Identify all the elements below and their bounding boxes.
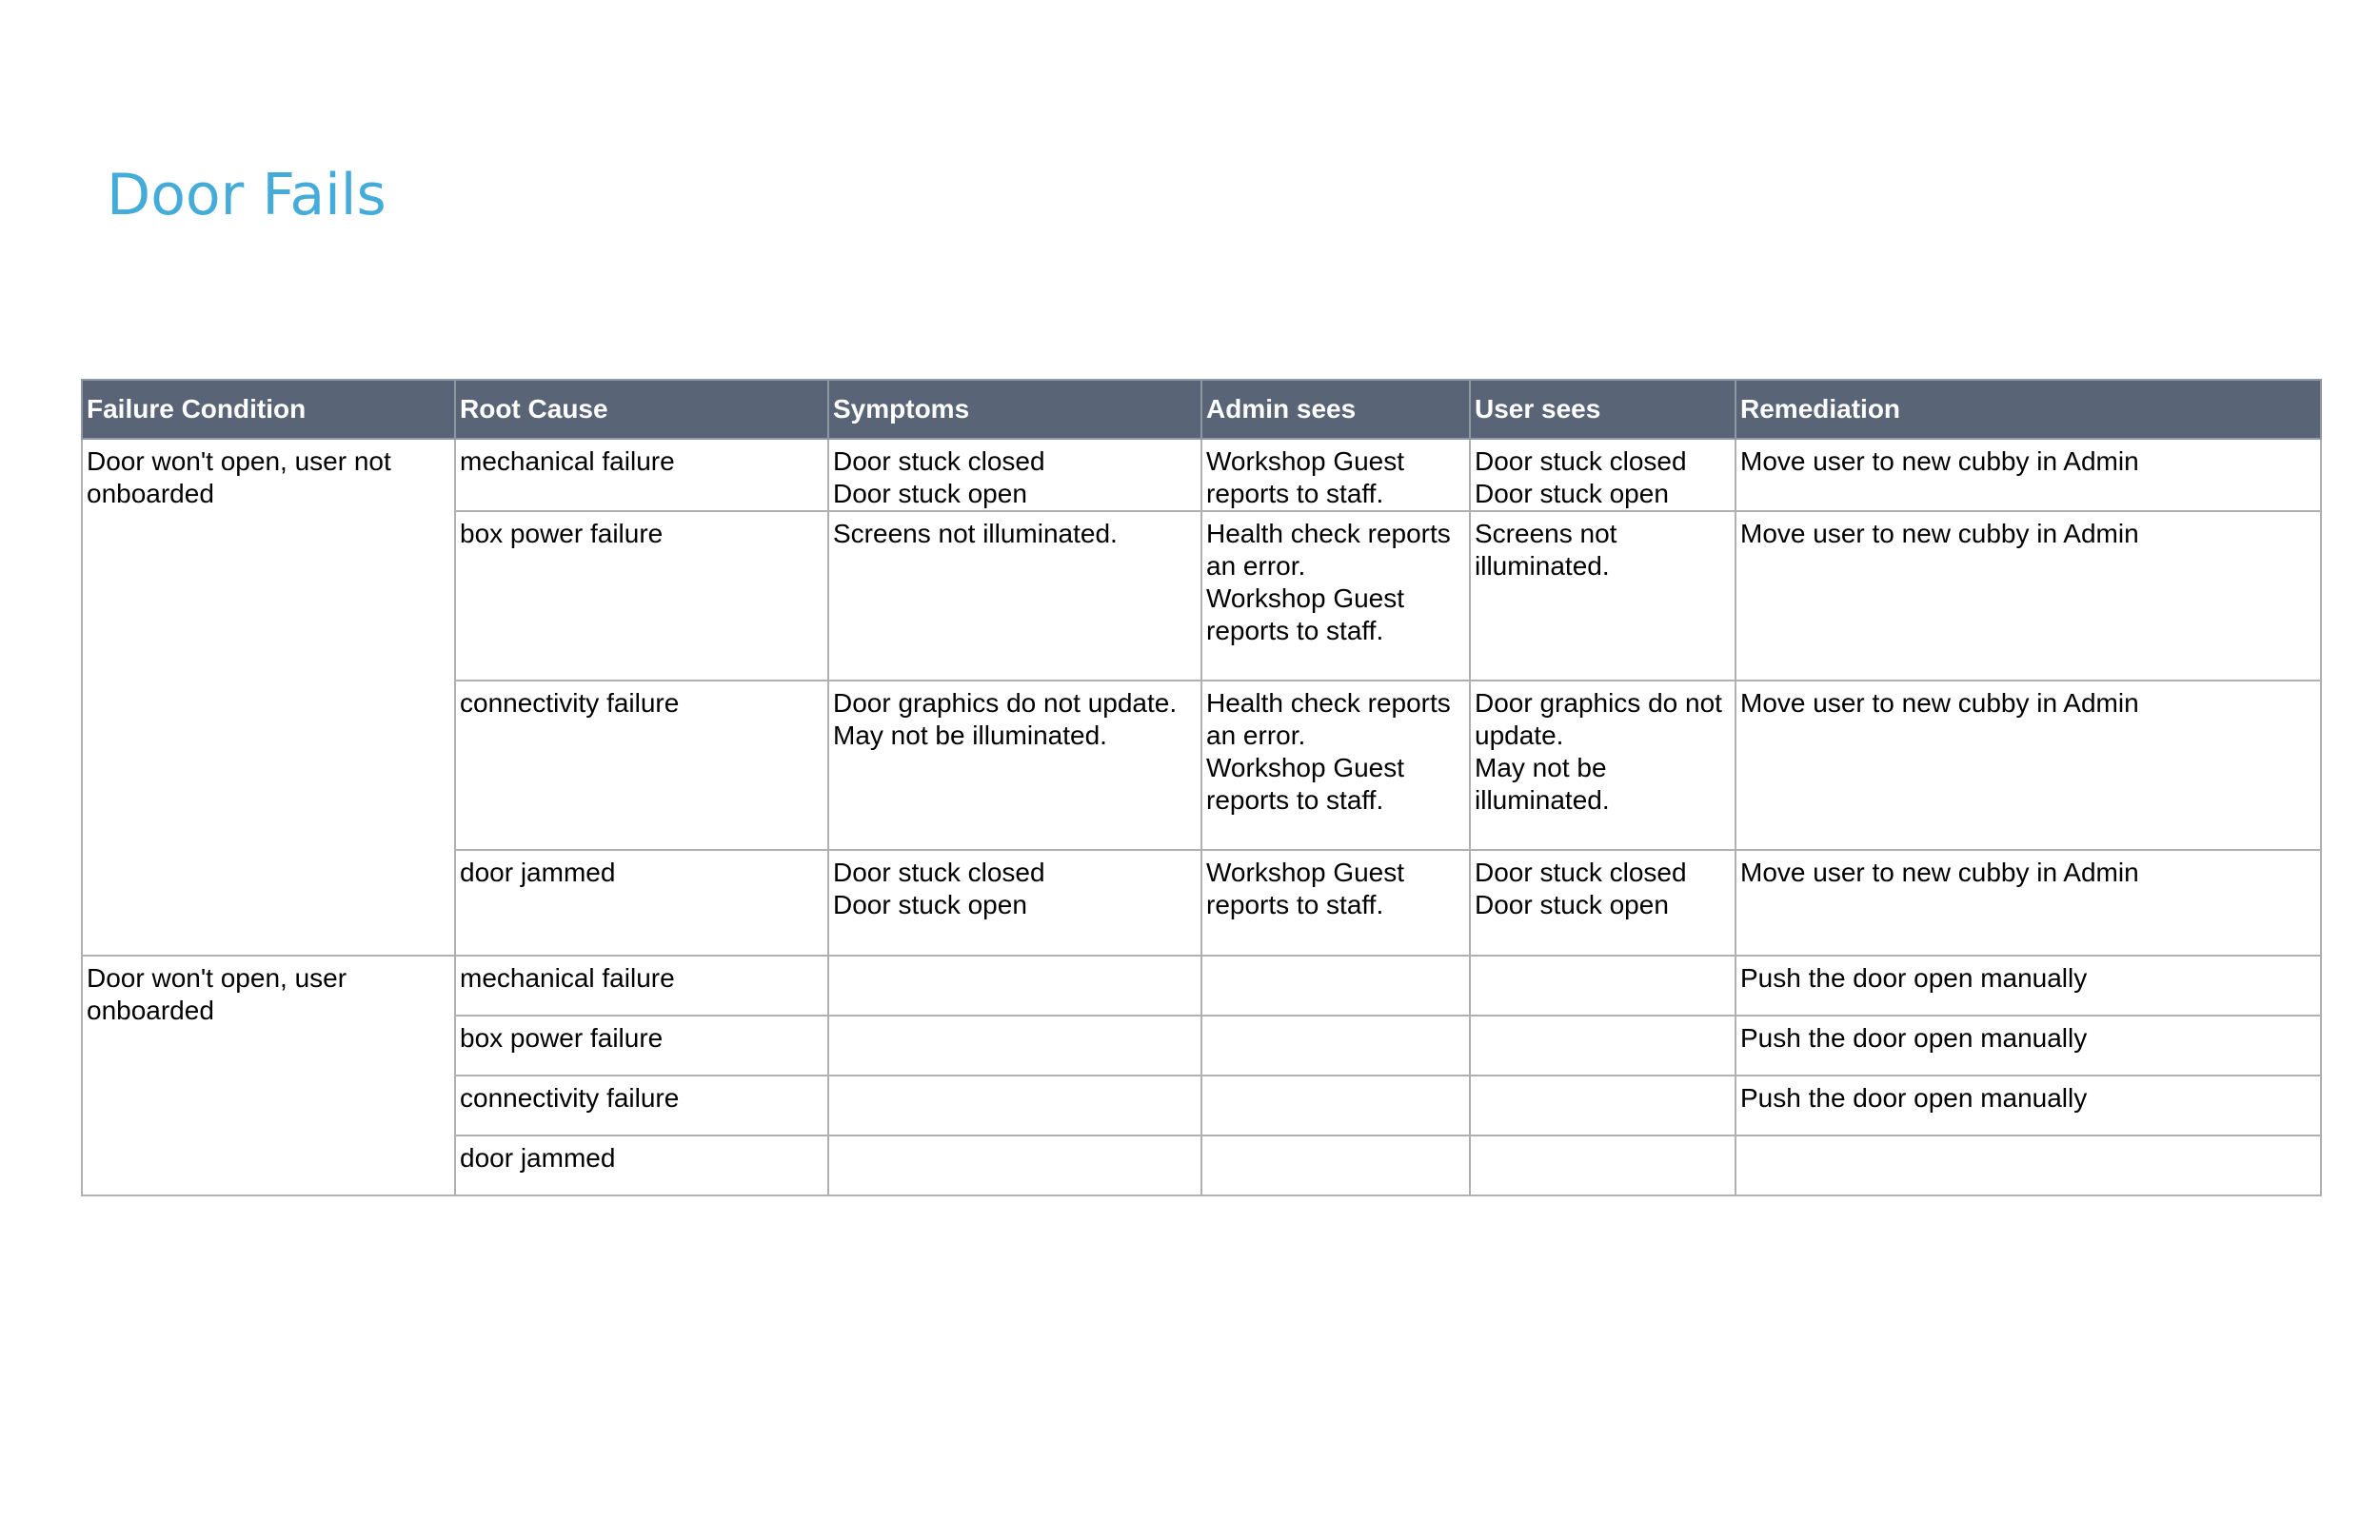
- admin-sees-cell: [1201, 1016, 1470, 1076]
- root-cause-cell: mechanical failure: [455, 439, 828, 511]
- header-remediation: Remediation: [1735, 380, 2321, 439]
- root-cause-cell: mechanical failure: [455, 956, 828, 1016]
- user-sees-cell: Screens not illuminated.: [1470, 511, 1735, 681]
- symptoms-cell: Door stuck closed Door stuck open: [828, 439, 1201, 511]
- symptoms-cell: [828, 1135, 1201, 1195]
- admin-sees-cell: Health check reports an error. Workshop Guest reports to staff.: [1201, 511, 1470, 681]
- symptoms-cell: Door stuck closed Door stuck open: [828, 850, 1201, 956]
- user-sees-cell: [1470, 956, 1735, 1016]
- door-fails-table: [81, 379, 2322, 1196]
- failure-condition-cell: Door won't open, user onboarded: [82, 956, 455, 1195]
- header-root-cause: Root Cause: [455, 380, 828, 439]
- remediation-cell: Push the door open manually: [1735, 1076, 2321, 1135]
- admin-sees-cell: [1201, 956, 1470, 1016]
- remediation-cell: Move user to new cubby in Admin: [1735, 681, 2321, 850]
- remediation-cell: [1735, 1135, 2321, 1195]
- user-sees-cell: Door stuck closed Door stuck open: [1470, 850, 1735, 956]
- user-sees-cell: [1470, 1135, 1735, 1195]
- page-title: Door Fails: [107, 162, 387, 228]
- table-row: [82, 439, 2321, 511]
- user-sees-cell: [1470, 1076, 1735, 1135]
- root-cause-cell: door jammed: [455, 1135, 828, 1195]
- admin-sees-cell: Health check reports an error. Workshop Guest reports to staff.: [1201, 681, 1470, 850]
- header-user-sees: User sees: [1470, 380, 1735, 439]
- root-cause-cell: connectivity failure: [455, 1076, 828, 1135]
- remediation-cell: Push the door open manually: [1735, 956, 2321, 1016]
- admin-sees-cell: [1201, 1135, 1470, 1195]
- root-cause-cell: box power failure: [455, 511, 828, 681]
- remediation-cell: Push the door open manually: [1735, 1016, 2321, 1076]
- root-cause-cell: connectivity failure: [455, 681, 828, 850]
- user-sees-cell: [1470, 1016, 1735, 1076]
- symptoms-cell: Door graphics do not update. May not be illuminated.: [828, 681, 1201, 850]
- header-failure-condition: Failure Condition: [82, 380, 455, 439]
- symptoms-cell: Screens not illuminated.: [828, 511, 1201, 681]
- root-cause-cell: box power failure: [455, 1016, 828, 1076]
- failure-condition-cell: Door won't open, user not onboarded: [82, 439, 455, 956]
- header-admin-sees: Admin sees: [1201, 380, 1470, 439]
- table-row: [82, 956, 2321, 1016]
- user-sees-cell: Door stuck closed Door stuck open: [1470, 439, 1735, 511]
- table-header-row: [82, 380, 2321, 439]
- remediation-cell: Move user to new cubby in Admin: [1735, 511, 2321, 681]
- header-symptoms: Symptoms: [828, 380, 1201, 439]
- root-cause-cell: door jammed: [455, 850, 828, 956]
- admin-sees-cell: Workshop Guest reports to staff.: [1201, 439, 1470, 511]
- symptoms-cell: [828, 1016, 1201, 1076]
- admin-sees-cell: Workshop Guest reports to staff.: [1201, 850, 1470, 956]
- symptoms-cell: [828, 1076, 1201, 1135]
- admin-sees-cell: [1201, 1076, 1470, 1135]
- remediation-cell: Move user to new cubby in Admin: [1735, 439, 2321, 511]
- remediation-cell: Move user to new cubby in Admin: [1735, 850, 2321, 956]
- symptoms-cell: [828, 956, 1201, 1016]
- user-sees-cell: Door graphics do not update. May not be illuminated.: [1470, 681, 1735, 850]
